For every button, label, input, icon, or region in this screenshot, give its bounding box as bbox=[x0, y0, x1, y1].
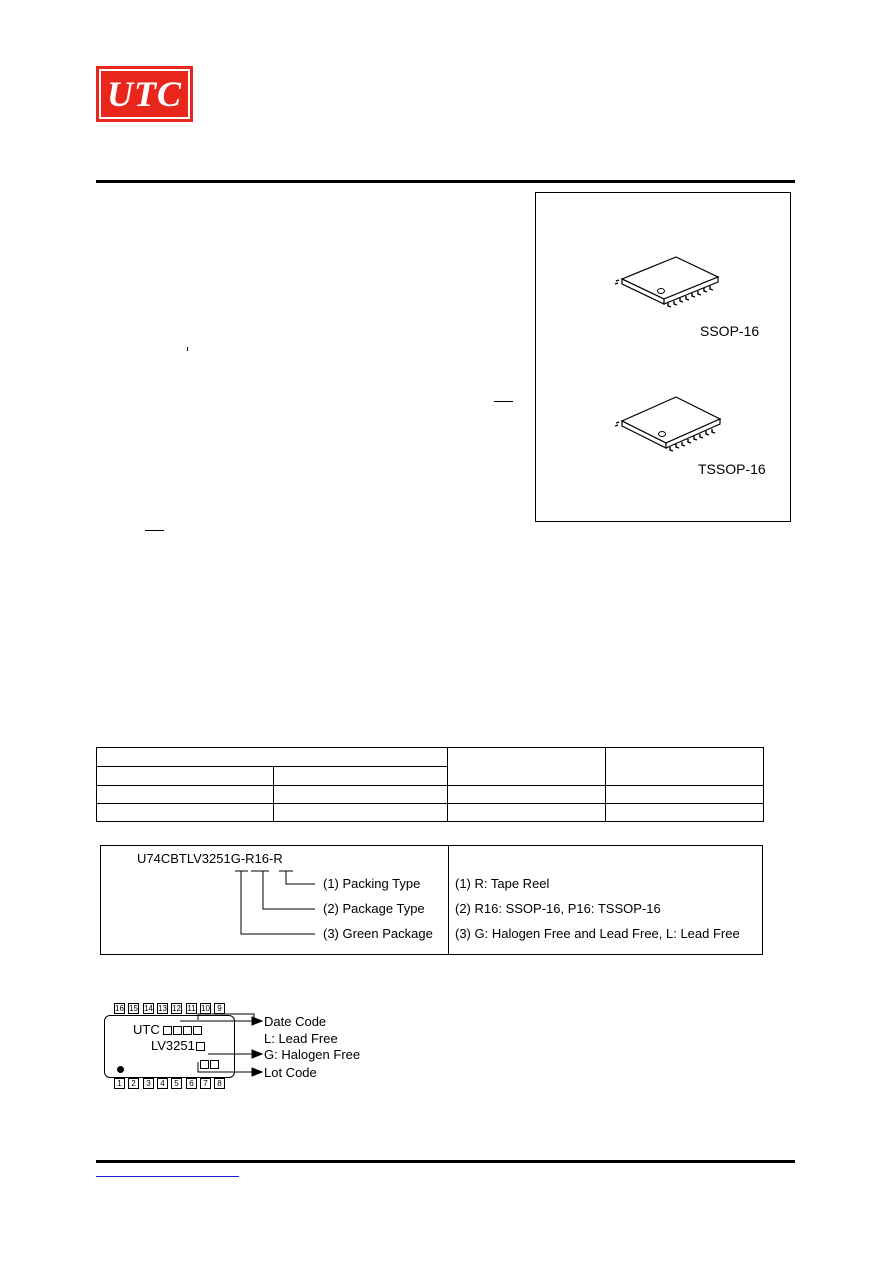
table-row bbox=[97, 786, 764, 804]
pin1-dot-icon bbox=[117, 1066, 124, 1073]
ssop-chip-icon bbox=[614, 253, 724, 309]
text-mark bbox=[187, 347, 188, 351]
package-type-desc: (2) R16: SSOP-16, P16: TSSOP-16 bbox=[455, 901, 661, 916]
overline-mark bbox=[494, 401, 513, 402]
packing-type-label: (1) Packing Type bbox=[323, 876, 421, 891]
part-number-code: U74CBTLV3251G-R16-R bbox=[137, 851, 283, 866]
logo-text: UTC bbox=[107, 74, 182, 114]
footer-link-underline[interactable] bbox=[96, 1176, 239, 1177]
part-number-divider bbox=[448, 846, 449, 954]
pin-label: 2 bbox=[128, 1078, 139, 1089]
table-cell bbox=[97, 748, 448, 767]
table-cell bbox=[97, 786, 274, 804]
table-cell bbox=[448, 804, 606, 822]
marking-part-text: LV3251 bbox=[151, 1038, 195, 1053]
pin-label: 10 bbox=[201, 1004, 210, 1013]
table-row bbox=[97, 748, 764, 767]
pin-label: 7 bbox=[200, 1078, 211, 1089]
part-number-box bbox=[100, 845, 763, 955]
ssop-16-label: SSOP-16 bbox=[700, 323, 760, 339]
table-cell bbox=[606, 786, 764, 804]
table-cell bbox=[448, 786, 606, 804]
tssop-16-label: TSSOP-16 bbox=[698, 461, 766, 477]
table-cell bbox=[606, 804, 764, 822]
logo-frame bbox=[99, 69, 190, 119]
packing-type-desc: (1) R: Tape Reel bbox=[455, 876, 550, 891]
table-cell bbox=[274, 804, 448, 822]
date-code-box-icon bbox=[163, 1026, 172, 1035]
pin-label: 4 bbox=[157, 1078, 168, 1089]
pin-label: 12 bbox=[172, 1004, 181, 1013]
date-code-label: Date Code bbox=[264, 1014, 327, 1029]
table-row bbox=[97, 804, 764, 822]
table-cell bbox=[606, 748, 764, 786]
pin-label: 14 bbox=[144, 1004, 153, 1013]
tssop-chip-icon bbox=[614, 393, 724, 453]
pin-label: 6 bbox=[186, 1078, 197, 1089]
table-cell bbox=[97, 804, 274, 822]
ordering-table bbox=[96, 747, 764, 822]
pin-label: 8 bbox=[214, 1078, 225, 1089]
pin-label: 9 bbox=[214, 1003, 225, 1014]
marking-arrows bbox=[180, 1010, 265, 1080]
footer-rule bbox=[96, 1160, 795, 1163]
pin-label: 15 bbox=[129, 1004, 138, 1013]
table-cell bbox=[448, 748, 606, 786]
green-package-desc: (3) G: Halogen Free and Lead Free, L: Lead Free bbox=[455, 926, 740, 941]
utc-logo bbox=[96, 66, 193, 122]
package-box bbox=[535, 192, 791, 522]
pin-label: 16 bbox=[115, 1004, 124, 1013]
overline-mark bbox=[145, 530, 164, 531]
marking-utc-text: UTC bbox=[133, 1022, 160, 1037]
pin-label: 11 bbox=[187, 1004, 196, 1013]
halogen-free-label: G: Halogen Free bbox=[264, 1047, 361, 1062]
package-type-label: (2) Package Type bbox=[323, 901, 425, 916]
pin-label: 5 bbox=[171, 1078, 182, 1089]
lot-code-label: Lot Code bbox=[264, 1065, 317, 1080]
table-cell bbox=[97, 767, 274, 786]
table-cell bbox=[274, 767, 448, 786]
green-package-label: (3) Green Package bbox=[323, 926, 433, 941]
header-rule bbox=[96, 180, 795, 183]
pin-label: 13 bbox=[158, 1004, 167, 1013]
pin-label: 3 bbox=[143, 1078, 154, 1089]
table-cell bbox=[274, 786, 448, 804]
pin-label: 1 bbox=[114, 1078, 125, 1089]
lead-free-label: L: Lead Free bbox=[264, 1031, 338, 1046]
